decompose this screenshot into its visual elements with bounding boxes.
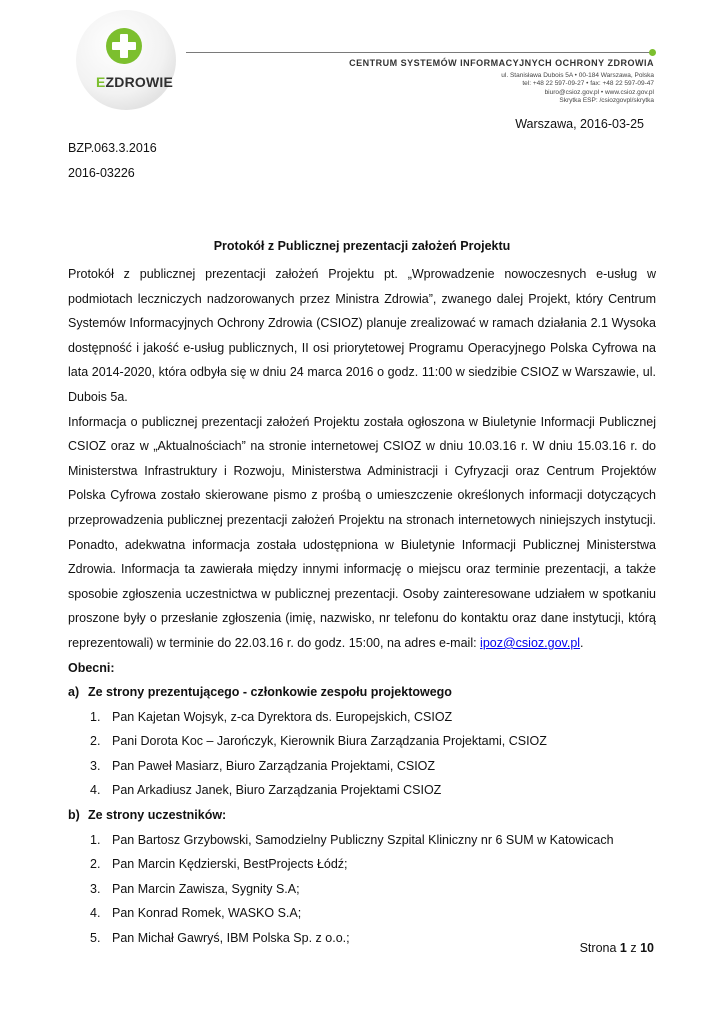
list-item: 5. Pan Michał Gawryś, IBM Polska Sp. z o.o.; bbox=[90, 931, 350, 946]
attendees-heading: Obecni: bbox=[68, 660, 115, 675]
group-b-title: Ze strony uczestników: bbox=[88, 808, 227, 823]
header-divider bbox=[186, 52, 652, 53]
org-email-web: biuro@csioz.gov.pl • www.csioz.gov.pl bbox=[544, 88, 654, 96]
place-date: Warszawa, 2016-03-25 bbox=[515, 117, 644, 131]
list-item: 1. Pan Kajetan Wojsyk, z-ca Dyrektora ds. Europejskich, CSIOZ bbox=[90, 709, 453, 724]
org-epuap: Skrytka ESP: /csiozgovpl/skrytka bbox=[559, 97, 654, 105]
document-body bbox=[68, 262, 656, 951]
list-item: 1. Pan Bartosz Grzybowski, Samodzielny Publiczny Szpital Kliniczny nr 6 SUM w Katowicach bbox=[90, 832, 614, 847]
list-item: 4. Pan Arkadiusz Janek, Biuro Zarządzania Projektami CSIOZ bbox=[90, 783, 442, 798]
header-accent-dot bbox=[649, 49, 656, 56]
list-item: 4. Pan Konrad Romek, WASKO S.A; bbox=[90, 906, 302, 921]
reference-number: BZP.063.3.2016 bbox=[68, 141, 157, 155]
group-b-heading bbox=[68, 803, 656, 828]
organization-name: CENTRUM SYSTEMÓW INFORMACYJNYCH OCHRONY ZDROWIA bbox=[349, 58, 654, 68]
ezdrowie-logo bbox=[76, 10, 186, 110]
announcement-end: . bbox=[580, 635, 584, 650]
list-item: 2. Pan Marcin Kędzierski, BestProjects Łódź; bbox=[90, 857, 348, 872]
case-number: 2016-03226 bbox=[68, 166, 135, 180]
participants-list bbox=[68, 828, 656, 951]
document-title: Protokół z Publicznej prezentacji założeń Projektu bbox=[213, 239, 511, 253]
group-a-title: Ze strony prezentującego - członkowie zespołu projektowego bbox=[88, 685, 452, 700]
page-number: Strona 1 z 10 bbox=[579, 941, 654, 955]
org-address: ul. Stanisława Dubois 5A • 00-184 Warszawa, Polska bbox=[501, 72, 654, 79]
organization-contact bbox=[501, 72, 654, 106]
group-a-heading bbox=[68, 680, 656, 705]
email-link[interactable]: ipoz@csioz.gov.pl bbox=[480, 635, 581, 650]
announcement-text: Informacja o publicznej prezentacji założeń Projektu została ogłoszona w Biuletynie Informacji Publicznej CSIOZ oraz w „Aktualnościach” na stronie internetowej CSIOZ w dniu 10.03.16 r. W dniu 15.03.16 r. do Ministerstwa Infrastruktury i Rozwoju, Ministerstwa Administracji i Cyfryzacji oraz Centrum Projektów Polska Cyfrowa zostało skierowane pismo z prośbą o umieszczenie określonych informacji dotyczących przeprowadzenia publicznej prezentacji założeń Projektu na stronach internetowych niniejszych instytucji. Ponadto, adekwatna informacja została udostępniona w Biuletynie Informacji Publicznej Ministerstwa Zdrowia. Informacja ta zawierała między innymi informację o miejscu oraz terminie prezentacji, a także sposobie zgłoszenia uczestnictwa w publicznej prezentacji. Osoby zainteresowane udziałem w spotkaniu proszone były o przesłanie zgłoszenia (imię, nazwisko, nr telefonu do kontaktu oraz dane instytucji, którą reprezentowali) w terminie do 22.03.16 r. do godz. 15:00, na adres e-mail: bbox=[68, 414, 656, 650]
paragraph-announcement bbox=[68, 410, 656, 656]
group-b-label: b) bbox=[68, 808, 80, 823]
medical-cross-icon bbox=[104, 26, 144, 66]
list-item: 3. Pan Marcin Zawisza, Sygnity S.A; bbox=[90, 881, 300, 896]
presenters-list bbox=[68, 705, 656, 803]
logo-text: EZDROWIE bbox=[96, 74, 174, 90]
paragraph-intro: Protokół z publicznej prezentacji założeń Projektu pt. „Wprowadzenie nowoczesnych e-usług w podmiotach leczniczych nadzorowanych przez Ministra Zdrowia”, zwanego dalej Projekt, który Centrum Systemów Informacyjnych Ochrony Zdrowia (CSIOZ) planuje zrealizować w ramach działania 2.1 Wysoka dostępność i jakość e-usług publicznych, II osi priorytetowej Programu Operacyjnego Polska Cyfrowa na lata 2014-2020, która odbyła się w dniu 24 marca 2016 o godz. 11:00 w siedzibie CSIOZ w Warszawie, ul. Dubois 5a. bbox=[68, 267, 656, 404]
list-item: 2. Pani Dorota Koc – Jarończyk, Kierownik Biura Zarządzania Projektami, CSIOZ bbox=[90, 734, 547, 749]
list-item: 3. Pan Paweł Masiarz, Biuro Zarządzania Projektami, CSIOZ bbox=[90, 758, 436, 773]
group-a-label: a) bbox=[68, 685, 80, 700]
org-phone: tel: +48 22 597-09-27 • fax: +48 22 597-09-47 bbox=[522, 80, 654, 88]
